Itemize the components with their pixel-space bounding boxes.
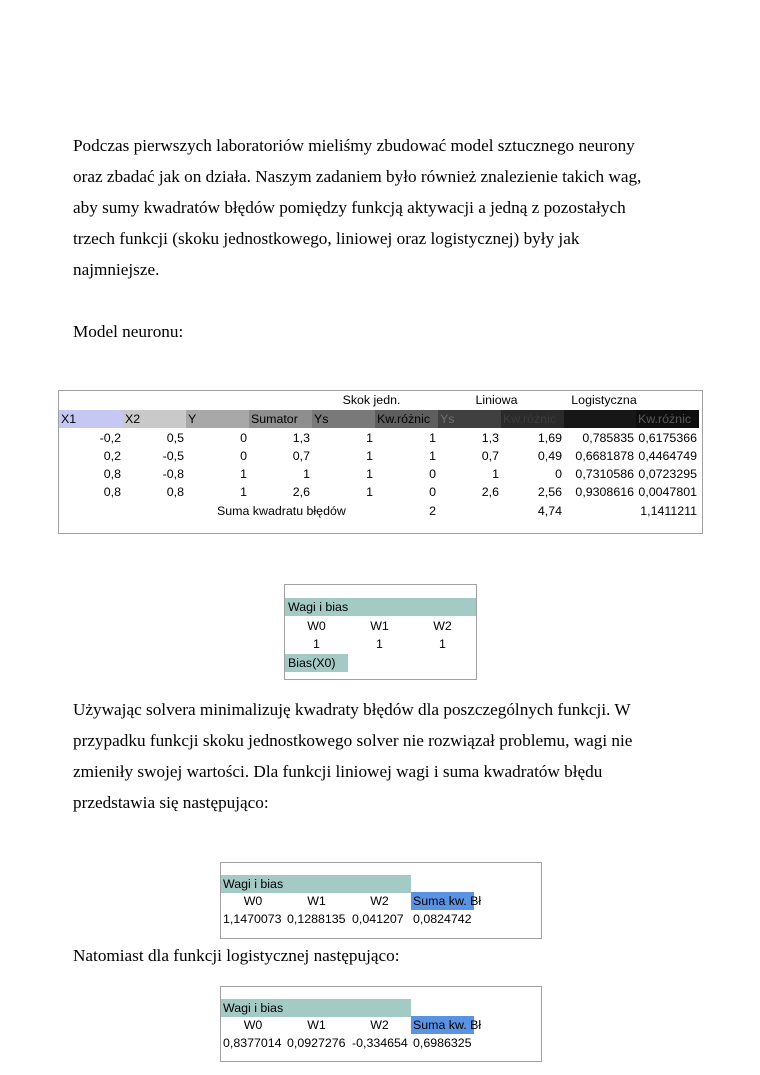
value-sum-squares: 0,0824742 — [413, 912, 472, 926]
value-w0: 1,1470073 — [223, 912, 282, 926]
cell: 0,0047801 — [638, 485, 697, 499]
header-kw-step: Kw.różnic — [375, 410, 438, 428]
cell: 1 — [240, 467, 247, 481]
cell: 0,6175366 — [638, 431, 697, 445]
cell: 1 — [366, 485, 373, 499]
header-x2: X2 — [123, 410, 186, 428]
intro-line: najmniejsze. — [73, 260, 160, 279]
intro-line: trzech funkcji (skoku jednostkowego, liniowej oraz logistycznej) były jak — [73, 229, 580, 248]
cell: 2,56 — [537, 485, 562, 499]
cell: 0,49 — [537, 449, 562, 463]
header-sum-squares: Suma kw. Bł — [411, 892, 484, 910]
group-label-linear: Liniowa — [475, 393, 518, 407]
cell: 0 — [429, 467, 436, 481]
header-ys-linear: Ys — [438, 410, 501, 428]
solver-line: Używając solvera minimalizuję kwadraty błędów dla poszczególnych funkcji. W — [73, 700, 631, 719]
header-kw-logistic: Kw.różnic — [636, 410, 699, 428]
model-heading: Model neuronu: — [73, 322, 184, 341]
linear-title: Wagi i bias — [221, 875, 411, 893]
header-w2: W2 — [370, 1018, 389, 1032]
header-sumator: Sumator — [249, 410, 312, 428]
header-w0: W0 — [243, 1018, 263, 1032]
value-w1: 0,0927276 — [287, 1036, 346, 1050]
cell: 2,6 — [481, 485, 499, 499]
intro-line: aby sumy kwadratów błędów pomiędzy funkcją aktywacji a jedną z pozostałych — [73, 198, 626, 217]
cell: 0,8 — [103, 485, 121, 499]
cell: 0,8 — [103, 467, 121, 481]
cell: 0,4464749 — [638, 449, 697, 463]
cell: 1 — [492, 467, 499, 481]
logistic-heading: Natomiast dla funkcji logistycznej następująco: — [73, 946, 400, 965]
sum-label: Suma kwadratu błędów — [217, 504, 346, 518]
solver-line: przedstawia się następująco: — [73, 793, 269, 812]
weights-table — [284, 584, 477, 680]
cell: 2,6 — [292, 485, 310, 499]
linear-result-table — [220, 862, 542, 939]
header-w1: W1 — [370, 619, 389, 633]
cell: 1 — [366, 449, 373, 463]
cell: 0 — [240, 449, 247, 463]
cell: 0,785835 — [582, 431, 634, 445]
value-w1: 1 — [376, 637, 383, 651]
cell: 1,69 — [537, 431, 562, 445]
logistic-result-table — [220, 986, 542, 1062]
group-label-logistic: Logistyczna — [571, 393, 637, 407]
sum-logistic: 1,1411211 — [640, 504, 697, 518]
header-sum-squares: Suma kw. Bł — [411, 1016, 484, 1034]
cell: 0 — [240, 431, 247, 445]
header-blank-logistic — [564, 410, 636, 428]
cell: 0,8 — [166, 485, 184, 499]
cell: 0 — [555, 467, 562, 481]
cell: 0,7 — [481, 449, 499, 463]
value-w0: 0,8377014 — [223, 1036, 282, 1050]
bias-label: Bias(X0) — [285, 654, 348, 672]
header-w2: W2 — [433, 619, 452, 633]
logistic-title: Wagi i bias — [221, 999, 411, 1017]
header-w2: W2 — [370, 894, 389, 908]
cell: -0,8 — [162, 467, 184, 481]
cell: 1 — [429, 431, 436, 445]
solver-line: zmieniły swojej wartości. Dla funkcji liniowej wagi i suma kwadratów błędu — [73, 762, 603, 781]
header-ys-step: Ys — [312, 410, 375, 428]
cell: 0 — [429, 485, 436, 499]
cell: 1 — [303, 467, 310, 481]
header-x1: X1 — [59, 410, 123, 428]
cell: 0,5 — [166, 431, 184, 445]
value-w2: -0,334654 — [352, 1036, 408, 1050]
intro-line: oraz zbadać jak on działa. Naszym zadaniem było również znalezienie takich wag, — [73, 167, 642, 186]
cell: 1 — [366, 467, 373, 481]
intro-line: Podczas pierwszych laboratoriów mieliśmy zbudować model sztucznego neurony — [73, 136, 635, 155]
header-w0: W0 — [307, 619, 326, 633]
header-y: Y — [186, 410, 249, 428]
group-label-step: Skok jedn. — [342, 393, 401, 407]
cell: 1,3 — [481, 431, 499, 445]
weights-title: Wagi i bias — [285, 598, 476, 616]
cell: 0,2 — [103, 449, 121, 463]
cell: -0,5 — [162, 449, 184, 463]
cell: 1 — [240, 485, 247, 499]
value-sum-squares: 0,6986325 — [413, 1036, 472, 1050]
sum-linear: 4,74 — [537, 504, 562, 518]
cell: 1 — [366, 431, 373, 445]
cell: 0,7 — [292, 449, 310, 463]
header-w1: W1 — [307, 1018, 326, 1032]
header-kw-linear: Kw.różnic — [501, 410, 564, 428]
value-w2: 0,041207 — [352, 912, 404, 926]
value-w2: 1 — [439, 637, 446, 651]
cell: 0,6681878 — [575, 449, 634, 463]
cell: -0,2 — [99, 431, 121, 445]
cell: 0,7310586 — [575, 467, 634, 481]
header-w1: W1 — [307, 894, 326, 908]
cell: 1,3 — [292, 431, 310, 445]
value-w0: 1 — [313, 637, 320, 651]
header-w0: W0 — [243, 894, 263, 908]
cell: 0,0723295 — [638, 467, 697, 481]
solver-line: przypadku funkcji skoku jednostkowego solver nie rozwiązał problemu, wagi nie — [73, 731, 633, 750]
cell: 1 — [429, 449, 436, 463]
cell: 0,9308616 — [575, 485, 634, 499]
sum-step: 2 — [429, 504, 436, 518]
neuron-model-table — [58, 390, 703, 534]
value-w1: 0,1288135 — [287, 912, 346, 926]
